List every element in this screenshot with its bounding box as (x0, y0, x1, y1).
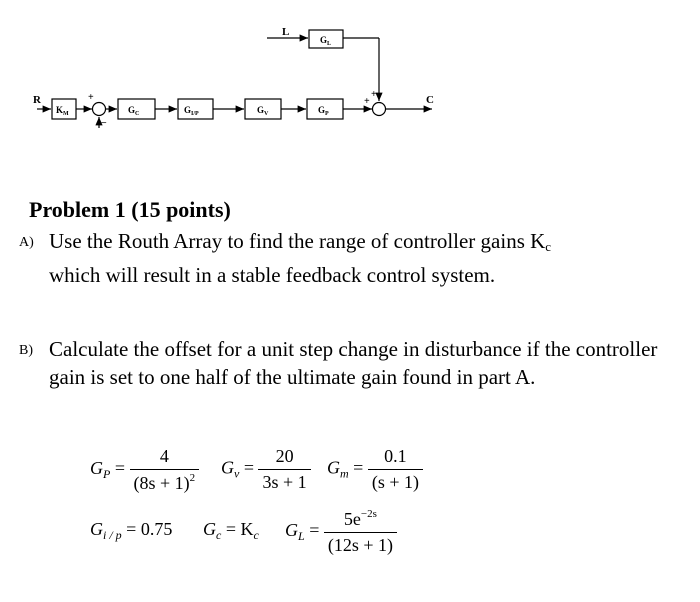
gl-fraction: $\frac{5e^{-2s}}{(12s + 1)}$ (324, 508, 397, 556)
equation-gl: $G_L$ = $\frac{5e^{-2s}}{(12s + 1)}$ (285, 508, 397, 556)
part-a-label: A) (19, 235, 34, 250)
sum1-plus-sign: + (88, 92, 94, 103)
equation-gm: $G_m$ = $\frac{0.1}{(s + 1)}$ (327, 446, 423, 493)
sum2-plus-left-sign: + (364, 96, 370, 107)
part-a-text: Use the Routh Array to find the range of controller gains K (49, 229, 546, 253)
problem-title: Problem 1 (15 points) (29, 197, 231, 222)
part-a (19, 227, 689, 289)
equation-gc: $G_c = K_c$ (203, 519, 259, 542)
block-gp: $G_P$ (318, 105, 329, 117)
part-b (19, 335, 689, 391)
gm-fraction: $\frac{0.1}{(s + 1)}$ (368, 446, 423, 493)
signal-l-label: L (282, 26, 290, 38)
block-gl: $G_L$ (320, 35, 332, 47)
gp-fraction: $\frac{4}{(8s + 1)^2}$ (130, 446, 200, 494)
part-b-text: Calculate the offset for a unit step change in disturbance if the controller gain is set to one half of the ultimate gain found in part A. (49, 337, 658, 389)
block-km: $K_M$ (56, 105, 69, 117)
sum1-minus-sign: − (101, 118, 107, 129)
equation-gip: $G_{i / p} = 0.75$ (90, 519, 173, 542)
part-b-label: B) (19, 343, 33, 358)
part-a-kc-sub: c (545, 239, 552, 254)
gv-fraction: $\frac{20}{3s + 1}$ (258, 446, 310, 493)
sum2-plus-top-sign: + (371, 89, 377, 100)
block-gip: $G_{I/P}$ (184, 105, 199, 117)
signal-c-label: C (426, 94, 434, 106)
part-a-text-line2: which will result in a stable feedback control system. (49, 263, 496, 287)
block-gc: $G_C$ (128, 105, 140, 117)
block-diagram (0, 0, 700, 200)
signal-r-label: R (33, 94, 41, 106)
block-gv: $G_V$ (257, 105, 269, 117)
equation-gv: $G_v$ = $\frac{20}{3s + 1}$ (221, 446, 311, 493)
equation-gp: $G_P$ = $\frac{4}{(8s + 1)^2}$ (90, 446, 199, 494)
problem-statement (19, 197, 689, 391)
